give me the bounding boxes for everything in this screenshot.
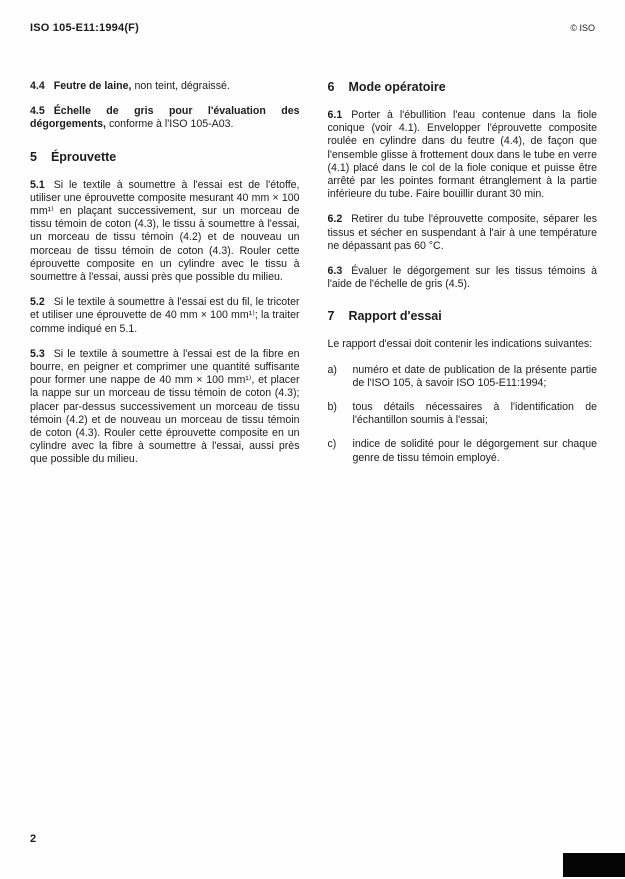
clause-4-4-number: 4.4 (30, 80, 45, 92)
clause-6-1-text: Porter à l'ébullition l'eau contenue dans la fiole conique (voir 4.1). Envelopper l'éprouvette composite roulée en cylindre dans du feutre (4.4), de façon que l'ensemble glisse à frottement doux dans le tube en verre (4.1) placé dans le col de la fiole conique et puisse être arrêté par les pointes formant étranglement à la partie inférieure du tube. Faire bouillir durant 30 min. (327, 109, 597, 201)
clause-5-3-number: 5.3 (30, 347, 45, 360)
document-reference: ISO 105-E11:1994(F) (30, 22, 139, 34)
clause-4-5-number: 4.5 (30, 105, 45, 118)
list-item-c-marker: c) (327, 438, 337, 451)
list-item-a-text: numéro et date de publication de la présente partie de l'ISO 105, à savoir ISO 105-E11:1994; (352, 363, 597, 389)
section-6-number: 6 (327, 80, 335, 94)
clause-4-5-text: conforme à l'ISO 105-A03. (108, 118, 234, 131)
clause-5-3-text: Si le textile à soumettre à l'essai est de la fibre en bourre, en peigner et comprimer une quantité suffisante pour former une nappe de 40 mm × 100 mm¹⁾, et placer la nappe sur un morceau de tissu témoin de coton (4.3); placer par-dessus successivement un morceau de tissu témoin (4.2) et de nouveau un morceau de tissu témoin de coton (4.3). Rouler cette éprouvette composite en un cylindre avec la fibre à soumettre à l'essai, aussi près que possible du milieu. (30, 347, 300, 466)
list-item-c-text: indice de solidité pour le dégorgement sur chaque genre de tissu témoin employé. (352, 438, 597, 464)
clause-6-3-text: Évaluer le dégorgement sur les tissus témoins à l'aide de l'échelle de gris (4.5). (327, 265, 597, 291)
clause-5-1 (30, 179, 300, 285)
clause-5-1-number: 5.1 (30, 178, 45, 191)
section-5-number: 5 (30, 149, 37, 164)
scan-corner-black-bar (563, 853, 625, 877)
clause-4-5 (30, 105, 300, 131)
copyright-notice: © ISO (570, 23, 595, 33)
clause-6-1-number: 6.1 (327, 109, 343, 121)
clause-6-1 (328, 109, 598, 201)
clause-6-2-number: 6.2 (327, 213, 343, 226)
list-item-b-marker: b) (327, 401, 337, 414)
clause-5-2-number: 5.2 (30, 296, 45, 309)
clause-5-2-text: Si le textile à soumettre à l'essai est du fil, le tricoter et utiliser une éprouvette de 40 mm × 100 mm¹⁾; la traiter comme indiqué en 5.1. (30, 296, 300, 335)
clause-5-1-text: Si le textile à soumettre à l'essai est de l'étoffe, utiliser une éprouvette composite mesurant 40 mm × 100 mm¹⁾ en plaçant successivement, sur un morceau de tissu témoin de coton (4.3), le tissu à soumettre à l'essai, un morceau de tissu témoin (4.2) et de nouveau un morceau de tissu témoin de coton (4.3). Rouler cette éprouvette composite en un cylindre avec le tissu à soumettre à l'essai, aussi près que possible du milieu. (30, 178, 300, 284)
clause-5-2 (30, 296, 300, 336)
list-item-c (328, 438, 598, 464)
report-intro-text: Le rapport d'essai doit contenir les indications suivantes: (327, 338, 593, 351)
list-item-b-text: tous détails nécessaires à l'identification de l'échantillon soumis à l'essai; (352, 401, 597, 427)
section-7-number: 7 (327, 309, 335, 324)
section-heading-6 (328, 80, 598, 94)
list-item-a-marker: a) (327, 363, 337, 376)
right-column (328, 80, 598, 479)
section-heading-5 (30, 150, 300, 164)
two-column-body (30, 80, 597, 479)
section-5-title: Éprouvette (50, 149, 117, 164)
page-header (30, 22, 595, 34)
clause-6-3-number: 6.3 (327, 265, 343, 278)
clause-4-4-term: Feutre de laine, (53, 80, 132, 92)
left-column (30, 80, 300, 479)
section-7-title: Rapport d'essai (348, 309, 442, 324)
report-items-list (328, 364, 598, 465)
list-item-a (328, 364, 598, 390)
list-item-b (328, 401, 598, 427)
clause-6-2 (328, 213, 598, 253)
section-heading-7 (328, 309, 598, 323)
page-number: 2 (30, 833, 37, 845)
clause-5-3 (30, 348, 300, 467)
section-6-title: Mode opératoire (348, 80, 446, 94)
clause-6-2-text: Retirer du tube l'éprouvette composite, séparer les tissus et sécher en suspendant à l'air à une température ne dépassant pas 60 °C. (327, 213, 597, 252)
clause-6-3 (328, 265, 598, 291)
clause-4-4 (30, 80, 300, 93)
clause-4-4-text: non teint, dégraissé. (134, 80, 230, 92)
clause-4-5-term: Échelle de gris pour l'évaluation des dégorgements, (30, 105, 300, 131)
